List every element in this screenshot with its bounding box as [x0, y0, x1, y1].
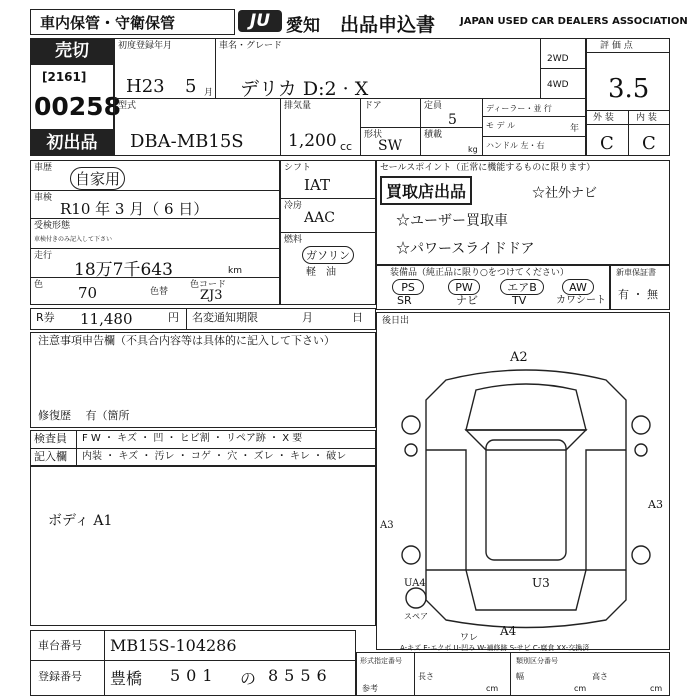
color-label: 色 — [34, 280, 44, 290]
ac-value: AAC — [304, 210, 335, 226]
damage-ua4-spare: UA4 — [404, 578, 426, 589]
equipment-pw: PW — [448, 279, 480, 295]
car-diagram — [376, 340, 670, 640]
form-approval-label: 形式指定番号 — [360, 657, 402, 665]
capacity-value: 5 — [448, 112, 457, 128]
color-code-value: ZJ3 — [200, 288, 223, 303]
ac-label: 冷房 — [284, 201, 303, 211]
width-label: 幅 — [516, 672, 524, 681]
equipment-seat: カワシート — [556, 295, 606, 306]
reg-class: 501 — [170, 666, 219, 685]
inspection-label: 車検 — [34, 193, 53, 203]
cc-unit: cc — [340, 140, 353, 153]
body-note-text: ボディ A1 — [48, 513, 113, 529]
door-label: ドア — [364, 101, 382, 111]
first-reg-month-unit: 月 — [204, 88, 214, 98]
shape-value: SW — [378, 138, 402, 154]
association-name: JAPAN USED CAR DEALERS ASSOCIATION — [460, 16, 688, 27]
registration-section — [30, 160, 280, 305]
light-oil-label: 軽 油 — [306, 267, 336, 278]
4wd-label: 4WD — [547, 80, 569, 90]
inspection-value: R10 年 3 月（ 6 日） — [60, 200, 209, 218]
color-code-label: 色コード — [190, 280, 227, 290]
brand-logo: JU — [238, 10, 282, 32]
2wd-label: 2WD — [547, 54, 569, 64]
color-value: 70 — [78, 284, 98, 302]
height-label: 高さ — [592, 672, 608, 681]
mileage-value: 18万7千643 — [74, 260, 173, 280]
inspector-label: 検査員 — [34, 432, 67, 445]
equipment-navi: ナビ — [456, 294, 478, 307]
car-name-value: デリカ D:2 · X — [240, 78, 369, 100]
first-reg-label: 初度登録年月 — [118, 41, 173, 51]
interior-label: 内 装 — [636, 113, 657, 123]
model-year-label: モ デ ル — [486, 121, 516, 130]
damage-a2-front: A2 — [510, 350, 528, 365]
spare-label: スペア — [404, 612, 428, 621]
body-notes-area — [30, 466, 376, 626]
meigi-label: 名変通知期限 — [192, 311, 258, 324]
inspection-row-exterior: F W ・ キズ ・ 凹 ・ ヒビ割 ・ リペア跡 ・ X 要 — [82, 433, 303, 444]
fuel-label: 燃料 — [284, 235, 303, 245]
load-label: 積載 — [424, 130, 443, 140]
dimension-section — [356, 652, 670, 696]
mileage-label: 走行 — [34, 251, 53, 261]
storage-label: 車内保管・守衛保管 — [40, 14, 176, 32]
meigi-month: 月 — [302, 311, 313, 324]
reg-place: 豊橋 — [110, 669, 143, 688]
ref-label: 参考 — [362, 684, 378, 693]
shift-label: シフト — [284, 163, 312, 173]
shape-label: 形状 — [364, 130, 383, 140]
inspection-row-interior: 内装 ・ キズ ・ 汚レ ・ コゲ ・ 穴 ・ ズレ ・ キレ ・ 破レ — [82, 451, 347, 462]
dealer-label: ディーラー・並 行 — [486, 104, 552, 113]
damage-crack: ワレ — [460, 633, 479, 643]
rating-label: 評 価 点 — [600, 41, 633, 51]
car-name-label: 車名・グレード — [219, 41, 283, 51]
length-unit: cm — [486, 684, 499, 693]
notes-label: 注意事項申告欄（不具合内容等は具体的に記入して下さい） — [38, 334, 335, 347]
sales-point-label: セールスポイント（正常に機能するものに限ります） — [380, 163, 596, 173]
damage-u3-rear: U3 — [532, 576, 550, 590]
inspection-form-note: 車検付きのみ記入して下さい — [34, 236, 113, 243]
reg-no-label: 登録番号 — [38, 670, 82, 683]
sales-item-buyback: ☆ユーザー買取車 — [396, 213, 508, 229]
category-label: 類別区分番号 — [516, 657, 558, 665]
damage-a3-left: A3 — [380, 520, 394, 531]
inspection-form-label: 受検形態 — [34, 221, 71, 231]
displacement-value: 1,200 — [288, 131, 337, 151]
capacity-label: 定員 — [424, 101, 443, 111]
interior-grade: C — [642, 133, 656, 154]
width-unit: cm — [574, 684, 587, 693]
exterior-grade: C — [600, 133, 614, 154]
sales-item-navi: ☆社外ナビ — [532, 186, 598, 201]
warranty-label: 新車保証書 — [616, 268, 656, 277]
sales-item-slide-door: ☆パワースライドドア — [396, 241, 535, 257]
shift-value: IAT — [304, 176, 330, 194]
damage-a3-right: A3 — [648, 498, 663, 511]
chassis-label: 車台番号 — [38, 639, 82, 652]
yen-unit: 円 — [168, 311, 179, 324]
usage-label: 車歴 — [34, 163, 53, 173]
model-year-unit: 年 — [570, 124, 580, 134]
rating-score: 3.5 — [608, 74, 650, 104]
equipment-aw: AW — [562, 279, 594, 295]
reg-kana: の — [240, 669, 257, 688]
kg-unit: kg — [468, 145, 478, 154]
lot-code: [2161] — [42, 70, 87, 84]
handle-label: ハンドル 左・右 — [486, 141, 545, 150]
sold-badge: 売切 — [30, 38, 114, 64]
reg-number: 8556 — [268, 666, 333, 685]
entry-label: 記入欄 — [34, 450, 67, 463]
model-value: DBA-MB15S — [130, 131, 244, 152]
equipment-ps: PS — [392, 279, 424, 295]
brand-region: 愛知 — [286, 16, 320, 36]
displacement-label: 排気量 — [284, 101, 312, 111]
color-change-label: 色替 — [150, 287, 169, 297]
exterior-label: 外 装 — [593, 113, 614, 123]
document-title: 出品申込書 — [340, 14, 436, 36]
repair-history-label: 修復歴 有（箇所 — [38, 409, 130, 422]
equipment-tv: TV — [512, 294, 527, 307]
r-ken-label: R券 — [36, 311, 55, 324]
model-label: 型式 — [118, 101, 137, 111]
warranty-options: 有 ・ 無 — [618, 288, 658, 301]
damage-a4-bottom: A4 — [500, 624, 517, 638]
equipment-label: 装備品（純正品に限り○をつけてください） — [390, 268, 569, 278]
chassis-value: MB15S-104286 — [110, 636, 237, 655]
rear-window-label: 後日出 — [382, 316, 410, 326]
equipment-sr: SR — [397, 294, 412, 307]
lot-number: 00258 — [34, 92, 121, 121]
km-unit: km — [228, 266, 242, 276]
height-unit: cm — [650, 684, 663, 693]
length-label: 長さ — [418, 672, 434, 681]
damage-legend: A-キズ E-エクボ U-凹み W-補修跡 S-サビ C-腐食 XX-交換済 — [400, 644, 590, 652]
sales-title: 買取店出品 — [380, 176, 472, 205]
equipment-airbag: エアB — [500, 279, 544, 295]
first-reg-year: H23 — [126, 76, 165, 97]
first-reg-month: 5 — [185, 76, 197, 97]
meigi-day: 日 — [352, 311, 363, 324]
r-ken-value: 11,480 — [80, 310, 133, 328]
fuel-value: ガソリン — [302, 246, 354, 264]
first-listing-badge: 初出品 — [30, 130, 114, 156]
usage-value: 自家用 — [70, 167, 125, 190]
